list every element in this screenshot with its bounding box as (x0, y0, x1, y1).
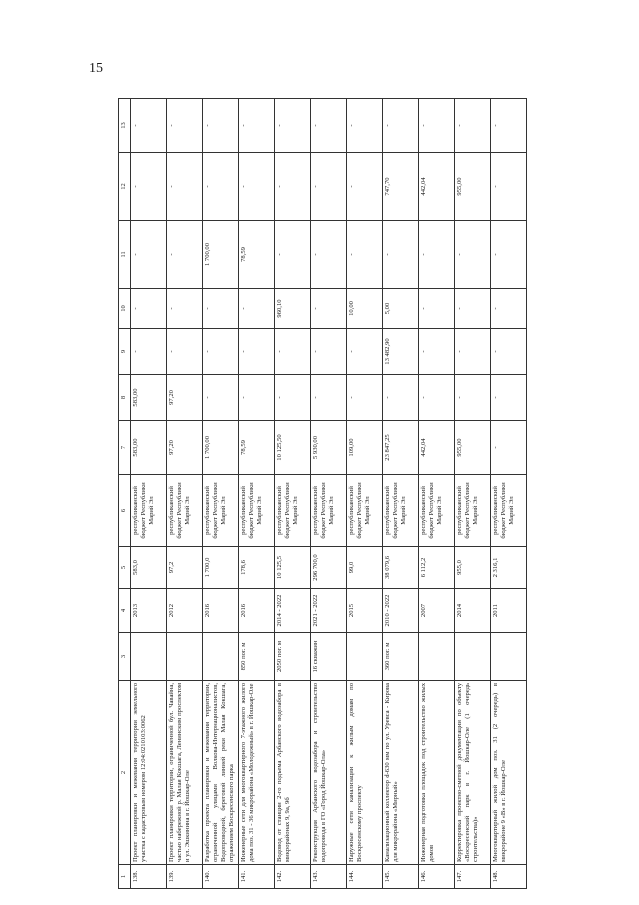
table-cell: - (455, 329, 491, 375)
table-cell: республиканский бюджет Республики Марий Эл (419, 475, 455, 547)
table-cell: 2 316,1 (491, 547, 527, 589)
table-cell: республиканский бюджет Республики Марий Эл (455, 475, 491, 547)
table-cell: 109,00 (347, 421, 383, 475)
table-cell: 2021 - 2022 (311, 589, 347, 633)
table-cell: - (203, 289, 239, 329)
table-cell: 1 700,0 (203, 547, 239, 589)
table-cell: республиканский бюджет Республики Марий Эл (347, 475, 383, 547)
table-cell: 2012 (167, 589, 203, 633)
table-cell: - (383, 375, 419, 421)
table-cell: 442,04 (419, 153, 455, 221)
table-row (131, 99, 167, 889)
table-cell: 99,0 (347, 547, 383, 589)
table-cell: - (419, 221, 455, 289)
table-cell: республиканский бюджет Республики Марий Эл (383, 475, 419, 547)
table-cell: республиканский бюджет Республики Марий Эл (203, 475, 239, 547)
table-cell: - (167, 289, 203, 329)
table-cell: республиканский бюджет Республики Марий Эл (491, 475, 527, 547)
table-row (167, 99, 203, 889)
table-cell: - (131, 329, 167, 375)
table-cell: республиканский бюджет Республики Марий Эл (131, 475, 167, 547)
table-cell (347, 633, 383, 681)
table-cell: Проект планировки территории, ограниченной бул. Чавайна, частью набережной р. Малая Кокшага, Ленинским проспектом и ул. Эшкинина в г. Йошкар-Оле (167, 681, 203, 865)
table-cell: - (167, 153, 203, 221)
table-cell: 5,00 (383, 289, 419, 329)
table-cell: 955,00 (455, 421, 491, 475)
table-cell: республиканский бюджет Республики Марий Эл (239, 475, 275, 547)
table-cell: - (347, 329, 383, 375)
table-cell: - (167, 329, 203, 375)
table-row (347, 99, 383, 889)
table-cell: - (455, 221, 491, 289)
table-cell: 148. (491, 865, 527, 889)
table-cell (167, 633, 203, 681)
table-cell: 10 125,50 (275, 421, 311, 475)
table-cell: 142. (275, 865, 311, 889)
table-cell: 1 700,00 (203, 421, 239, 475)
table-cell: 178,6 (239, 547, 275, 589)
table-cell: - (347, 153, 383, 221)
table-cell: - (419, 329, 455, 375)
table-cell: 2014 (455, 589, 491, 633)
table-row (419, 99, 455, 889)
table-cell: республиканский бюджет Республики Марий Эл (275, 475, 311, 547)
column-header: 3 (119, 633, 131, 681)
table-cell: - (455, 375, 491, 421)
table-cell: 1 700,00 (203, 221, 239, 289)
table-cell: Проект планировки и межевания территории земельного участка с кадастровым номером 12:04:0210103:0062 (131, 681, 167, 865)
table-cell: 146. (419, 865, 455, 889)
table-cell: 38 079,6 (383, 547, 419, 589)
column-header: 1 (119, 865, 131, 889)
table-cell: 2010 - 2022 (383, 589, 419, 633)
table-cell: 583,0 (131, 547, 167, 589)
table-cell: 10 125,5 (275, 547, 311, 589)
table-cell: - (491, 153, 527, 221)
table-cell: 955,00 (455, 153, 491, 221)
table-cell: - (275, 153, 311, 221)
table-cell: - (491, 99, 527, 153)
table-cell (203, 633, 239, 681)
table-cell: - (131, 289, 167, 329)
table-cell: Корректировка проектно-сметной документации по объекту «Воскресенский парк в г. Йошкар-Оле (1 очередь строительства)» (455, 681, 491, 865)
table-cell: Водовод от станции 2-го подъема Арбанского водозабора в микрорайонах 9, 9а, 9б (275, 681, 311, 865)
column-header: 2 (119, 681, 131, 865)
table-cell: - (311, 221, 347, 289)
table-cell: - (203, 329, 239, 375)
page-number: 15 (89, 61, 103, 76)
table-cell: - (167, 221, 203, 289)
table-cell: - (491, 329, 527, 375)
table-row (491, 99, 527, 889)
table-cell: 78,59 (239, 221, 275, 289)
table-cell: 583,00 (131, 375, 167, 421)
table-cell: Инженерные сети для многоквартирного 7-этажного жилого дома поз. 31 - 36 микрорайона «Молодежный» в г. Йошкар-Оле (239, 681, 275, 865)
table-cell: республиканский бюджет Республики Марий Эл (167, 475, 203, 547)
table-cell: - (347, 375, 383, 421)
column-header: 6 (119, 475, 131, 547)
table-cell: 138. (131, 865, 167, 889)
table-cell: - (491, 289, 527, 329)
table-row (383, 99, 419, 889)
column-header: 13 (119, 99, 131, 153)
column-header: 5 (119, 547, 131, 589)
table-cell: 2013 (131, 589, 167, 633)
table-cell: - (167, 99, 203, 153)
table-cell: Многоквартирный жилой дом поз. 31 (2 очередь) в микрорайоне 9 «В» в г. Йошкар-Оле (491, 681, 527, 865)
table-cell: - (239, 375, 275, 421)
table-cell: 6 112,2 (419, 547, 455, 589)
table-cell: - (239, 99, 275, 153)
table-cell: - (239, 329, 275, 375)
document-sheet (118, 0, 544, 889)
table-cell: 2007 (419, 589, 455, 633)
table-cell: - (383, 221, 419, 289)
table-cell: 97,20 (167, 375, 203, 421)
table-cell: - (275, 375, 311, 421)
table-cell: республиканский бюджет Республики Марий Эл (311, 475, 347, 547)
table-cell: - (491, 421, 527, 475)
table-cell: - (275, 329, 311, 375)
table-cell (419, 633, 455, 681)
table-cell: - (203, 375, 239, 421)
table-cell: 850 пог. м (239, 633, 275, 681)
table-cell: - (131, 99, 167, 153)
table-cell: - (347, 99, 383, 153)
table-cell: Наружные сети канализации к жилым домам по Воскресенскому проспекту (347, 681, 383, 865)
table-cell: - (275, 221, 311, 289)
table-cell: - (491, 375, 527, 421)
table-cell: 141. (239, 865, 275, 889)
column-number-row (119, 99, 131, 889)
table-cell: Канализационный коллектор d-630 мм по ул. Уревса - Кирова для микрорайона «Мирный» (383, 681, 419, 865)
table-cell: 360 пог. м (383, 633, 419, 681)
table-cell: 145. (383, 865, 419, 889)
table-cell: - (203, 99, 239, 153)
table-cell: - (239, 153, 275, 221)
table-row (203, 99, 239, 889)
table-cell: 442,04 (419, 421, 455, 475)
table-cell: - (419, 375, 455, 421)
table-cell: - (455, 289, 491, 329)
table-cell: 2016 (239, 589, 275, 633)
column-header: 10 (119, 289, 131, 329)
table-cell: Реконструкция Арбанского водозабора и строительство водопровода в ГО «Город Йошкар-Ола» (311, 681, 347, 865)
table-cell: 5 930,00 (311, 421, 347, 475)
table-cell: - (419, 99, 455, 153)
table-cell: 78,59 (239, 421, 275, 475)
column-header: 9 (119, 329, 131, 375)
table-cell: 296 700,0 (311, 547, 347, 589)
table-cell: - (131, 221, 167, 289)
table-row (455, 99, 491, 889)
table-cell: 955,0 (455, 547, 491, 589)
table-cell: - (311, 375, 347, 421)
table-cell: - (419, 289, 455, 329)
table-body (131, 99, 527, 889)
table-cell: Разработка проекта планировки и межевания территории, ограниченной улицами Волкова-Интернационалистов, Водопроводной, береговой линией реки Малая Кокшага, отражением Воскресенского парка (203, 681, 239, 865)
column-header: 7 (119, 421, 131, 475)
table-cell: 16 скважин (311, 633, 347, 681)
table-cell: 10,00 (347, 289, 383, 329)
table-cell: - (275, 99, 311, 153)
table-cell: 147. (455, 865, 491, 889)
table-cell: 97,20 (167, 421, 203, 475)
column-header: 12 (119, 153, 131, 221)
investment-table (118, 98, 527, 889)
table-cell: 583,00 (131, 421, 167, 475)
table-row (311, 99, 347, 889)
table-cell: - (311, 329, 347, 375)
table-cell: - (311, 153, 347, 221)
table-cell: 144. (347, 865, 383, 889)
table-cell: 2015 (347, 589, 383, 633)
table-cell: 2016 (203, 589, 239, 633)
column-header: 11 (119, 221, 131, 289)
table-cell: - (455, 99, 491, 153)
table-cell (131, 633, 167, 681)
table-cell: 143. (311, 865, 347, 889)
table-cell: 2050 пог. м (275, 633, 311, 681)
table-cell: 960,10 (275, 289, 311, 329)
table-cell (491, 633, 527, 681)
table-cell: 23 847,25 (383, 421, 419, 475)
table-cell: - (203, 153, 239, 221)
column-header: 8 (119, 375, 131, 421)
table-cell: 139. (167, 865, 203, 889)
table-cell: - (131, 153, 167, 221)
table-cell: - (383, 99, 419, 153)
table-cell: - (239, 289, 275, 329)
table-cell: 747,70 (383, 153, 419, 221)
table-cell: 2014 - 2022 (275, 589, 311, 633)
table-cell: 13 482,90 (383, 329, 419, 375)
table-row (275, 99, 311, 889)
table-cell: 140. (203, 865, 239, 889)
column-header: 4 (119, 589, 131, 633)
table-cell: - (491, 221, 527, 289)
table-row (239, 99, 275, 889)
table-cell (455, 633, 491, 681)
table-cell: - (311, 289, 347, 329)
table-cell: - (347, 221, 383, 289)
table-cell: - (311, 99, 347, 153)
table-cell: 2011 (491, 589, 527, 633)
table-cell: 97,2 (167, 547, 203, 589)
table-cell: Инженерная подготовка площадок под строительство жилых домов (419, 681, 455, 865)
